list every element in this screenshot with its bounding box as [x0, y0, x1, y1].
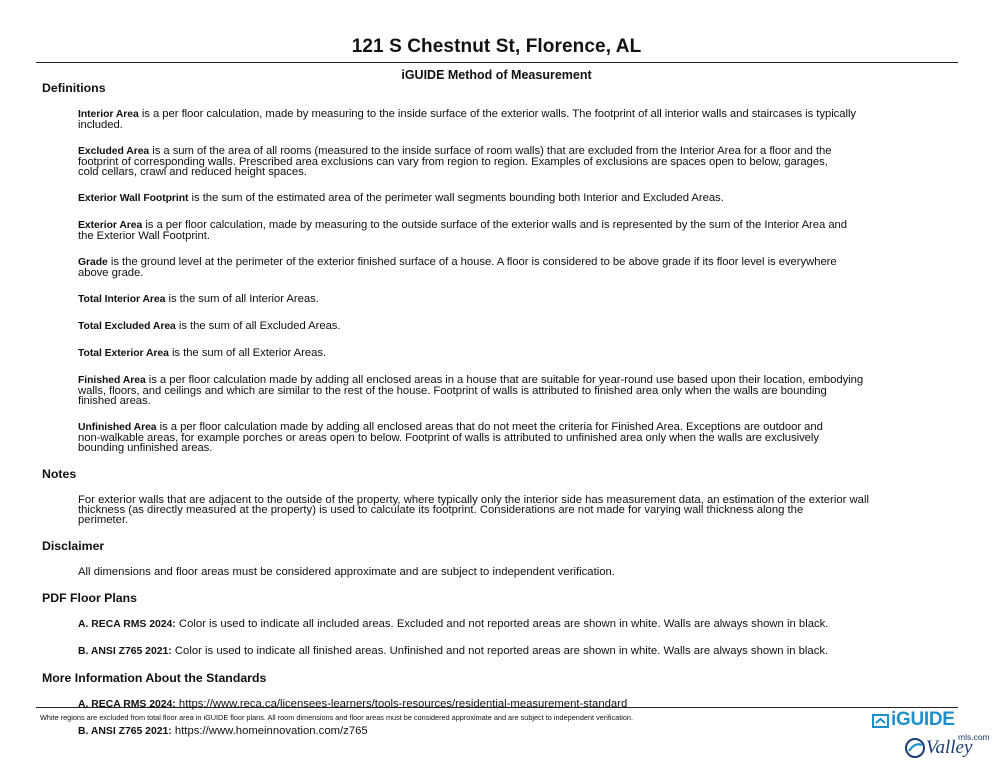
more-info-item-b	[78, 726, 957, 737]
definition-text: is the ground level at the perimeter of the exterior finished surface of a house. A floor is considered to be above grade if its floor level is everywhere	[107, 256, 837, 268]
pdf-floor-plans-item-b	[78, 646, 957, 657]
standard-label: B. ANSI Z765 2021:	[78, 646, 172, 657]
disclaimer-text: All dimensions and floor areas must be considered approximate and are subject to independent verification.	[78, 566, 615, 578]
notes-line: thickness (as directly measured at the property) is used to calculate its footprint. Considerations are not made for varying wall thickness along the	[78, 504, 804, 516]
standard-text: Color is used to indicate all finished areas. Unfinished and not reported areas are shown in white. Walls are always shown in black.	[171, 645, 829, 657]
iguide-house-icon	[872, 713, 889, 728]
definition-text: is a per floor calculation, made by measuring to the outside surface of the exterior walls and is represented by the sum of the Interior Area and	[142, 219, 848, 231]
definition-text: is a sum of the area of all rooms (measured to the inside surface of room walls) that are excluded from the Interior Area for a floor and the	[149, 145, 832, 157]
definition-term: Total Excluded Area	[78, 321, 176, 332]
footer-note: White regions are excluded from total floor area in iGUIDE floor plans. All room dimensions and floor areas must be considered approximate and are subject to independent verification.	[40, 713, 633, 722]
reca-link[interactable]: https://www.reca.ca/licensees-learners/tools-resources/residential-measurement-standard	[175, 698, 628, 710]
definition-grade	[78, 257, 957, 278]
definition-exterior-area	[78, 220, 957, 241]
ansi-link[interactable]: https://www.homeinnovation.com/z765	[171, 725, 368, 737]
definition-term: Unfinished Area	[78, 422, 157, 433]
notes-line: perimeter.	[78, 514, 129, 526]
definition-text: is a per floor calculation made by adding all enclosed areas in a house that are suitable for year-round use based upon their location, embodying	[145, 374, 864, 386]
pdf-floor-plans-heading: PDF Floor Plans	[42, 591, 137, 605]
notes-text	[78, 495, 957, 525]
page-title: 121 S Chestnut St, Florence, AL	[351, 36, 642, 57]
definition-text: is the sum of all Interior Areas.	[165, 293, 319, 305]
definition-term: Exterior Area	[78, 220, 143, 231]
definition-text: is the sum of all Exterior Areas.	[168, 347, 327, 359]
definition-excluded-area	[78, 146, 957, 177]
definition-total-excluded-area	[78, 321, 957, 332]
definitions-heading: Definitions	[42, 81, 106, 95]
definition-interior-area	[78, 109, 957, 130]
pdf-floor-plans-item-a	[78, 619, 957, 630]
definition-term: Excluded Area	[78, 146, 150, 157]
definition-text: above grade.	[78, 267, 144, 279]
document-body	[42, 81, 957, 737]
definition-unfinished-area	[78, 422, 957, 453]
valley-logo-text: Valley	[926, 737, 973, 758]
header-divider	[36, 62, 958, 63]
definition-term: Grade	[78, 257, 108, 268]
definition-text: non-walkable areas, for example porches or areas open to below. Footprint of walls is attributed to unfinished area only when the walls are exclusively	[78, 432, 819, 444]
valley-logo-suffix: mls.com	[958, 732, 990, 742]
notes-line: For exterior walls that are adjacent to the outside of the property, where typically only the interior side has measurement data, an estimation of the exterior wall	[78, 494, 869, 506]
definition-term: Finished Area	[78, 375, 146, 386]
more-info-item-a	[78, 699, 957, 710]
definition-term: Total Exterior Area	[78, 348, 169, 359]
definition-text: is a per floor calculation made by adding all enclosed areas that do not meet the criteria for Finished Area. Exceptions are outdoor and	[156, 421, 823, 433]
standard-label: A. RECA RMS 2024:	[78, 699, 176, 710]
standard-label: B. ANSI Z765 2021:	[78, 726, 172, 737]
definition-text: the Exterior Wall Footprint.	[78, 230, 210, 242]
definition-finished-area	[78, 375, 957, 406]
definition-text: is the sum of all Excluded Areas.	[175, 320, 341, 332]
disclaimer-heading: Disclaimer	[42, 539, 105, 553]
notes-heading: Notes	[42, 467, 77, 481]
more-info-heading: More Information About the Standards	[42, 671, 267, 685]
definition-text: bounding unfinished areas.	[78, 442, 213, 454]
definition-term: Exterior Wall Footprint	[78, 193, 189, 204]
definition-text: cold cellars, crawl and reduced height spaces.	[78, 166, 307, 178]
footer-divider	[36, 707, 958, 708]
definition-term: Total Interior Area	[78, 294, 166, 305]
definition-total-exterior-area	[78, 348, 957, 359]
definition-text: walls, floors, and ceilings and which are similar to the rest of the house. Footprint of walls is attributed to finished area only when the walls are bounding	[78, 385, 827, 397]
valley-mls-logo	[904, 732, 993, 762]
definition-text: footprint of corresponding walls. Prescribed area exclusions can vary from region to region. Examples of exclusions are spaces open to below, garages,	[78, 156, 828, 168]
definition-term: Interior Area	[78, 109, 139, 120]
page-subtitle: iGUIDE Method of Measurement	[401, 68, 592, 82]
definition-text: included.	[78, 119, 123, 131]
standard-label: A. RECA RMS 2024:	[78, 619, 176, 630]
definition-text: finished areas.	[78, 395, 151, 407]
definition-text: is a per floor calculation, made by measuring to the inside surface of the exterior walls. The footprint of all interior walls and staircases is typically	[138, 108, 857, 120]
iguide-logo	[872, 709, 955, 731]
definition-text: is the sum of the estimated area of the perimeter wall segments bounding both Interior and Excluded Areas.	[188, 192, 724, 204]
iguide-logo-text: iGUIDE	[891, 709, 955, 730]
swoosh-icon	[904, 736, 926, 760]
definition-exterior-wall-footprint	[78, 193, 957, 204]
standard-text: Color is used to indicate all included areas. Excluded and not reported areas are shown in white. Walls are always shown in black.	[175, 618, 829, 630]
definition-total-interior-area	[78, 294, 957, 305]
